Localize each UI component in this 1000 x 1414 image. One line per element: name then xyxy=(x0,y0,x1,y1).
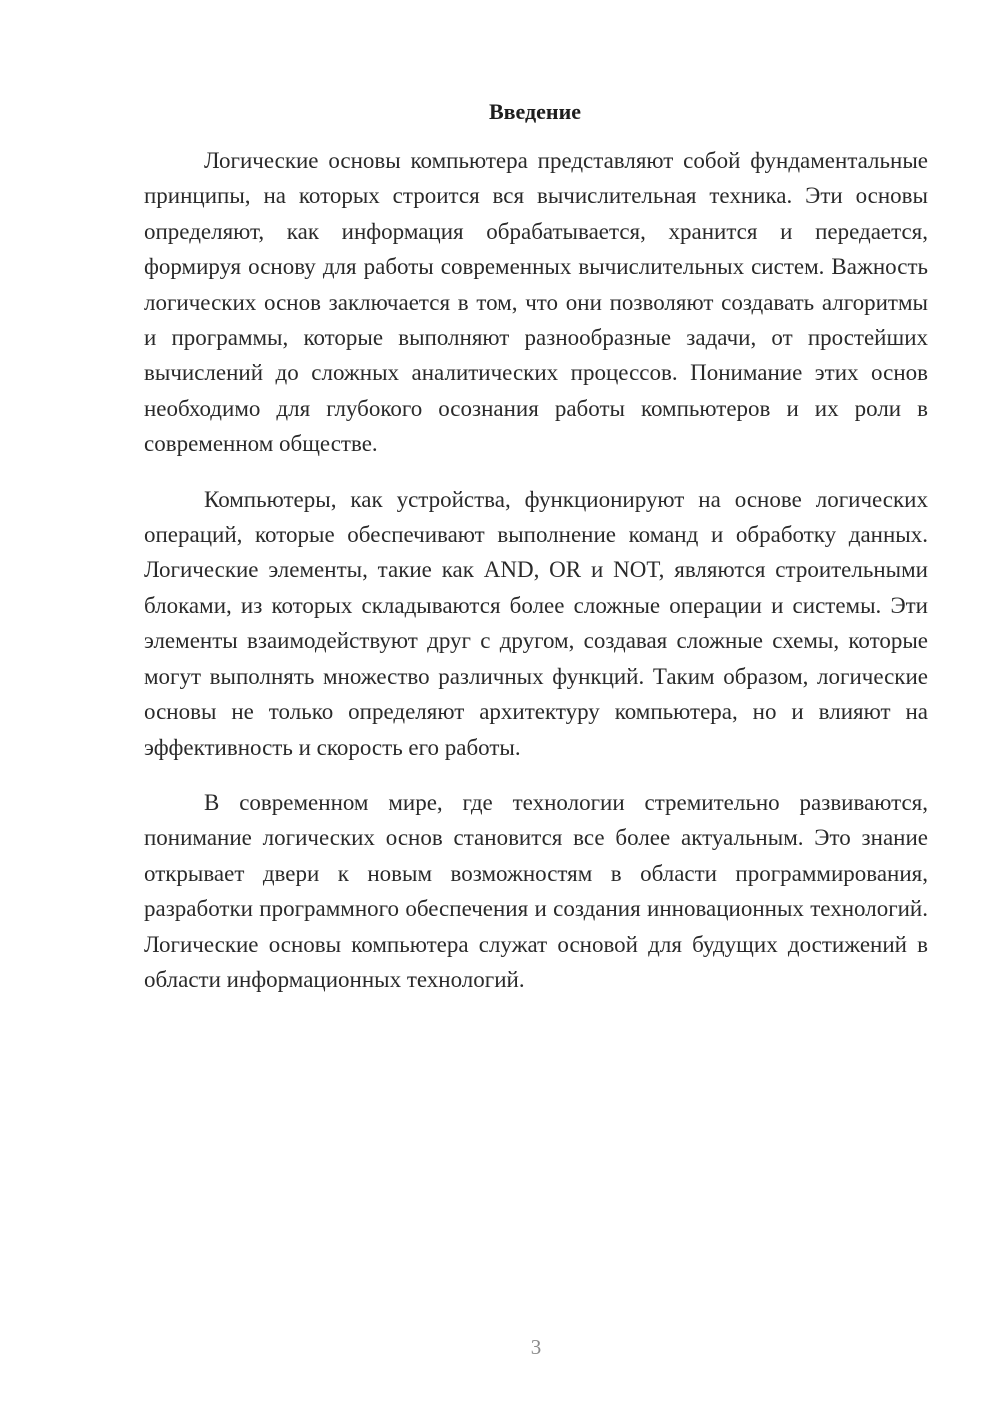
document-body xyxy=(144,143,928,997)
paragraph-1: Логические основы компьютера представляют собой фундаментальные принципы, на которых строится вся вычислительная техника. Эти основы определяют, как информация обрабатывается, хранится и передается, формируя основу для работы современных вычислительных систем. Важность логических основ заключается в том, что они позволяют создавать алгоритмы и программы, которые выполняют разнообразные задачи, от простейших вычислений до сложных аналитических процессов. Понимание этих основ необходимо для глубокого осознания работы компьютеров и их роли в современном обществе. xyxy=(144,148,928,457)
page-number: 3 xyxy=(530,1335,542,1359)
page-title: Введение xyxy=(488,99,582,124)
paragraph-2: Компьютеры, как устройства, функционируют на основе логических операций, которые обеспечивают выполнение команд и обработку данных. Логические элементы, такие как AND, OR и NOT, являются строительными блоками, из которых складываются более сложные операции и системы. Эти элементы взаимодействуют друг с другом, создавая сложные схемы, которые могут выполнять множество различных функций. Таким образом, логические основы не только определяют архитектуру компьютера, но и влияют на эффективность и скорость его работы. xyxy=(144,486,928,760)
paragraph-3: В современном мире, где технологии стремительно развиваются, понимание логических основ становится все более актуальным. Это знание открывает двери к новым возможностям в области программирования, разработки программного обеспечения и создания инновационных технологий. Логические основы компьютера служат основой для будущих достижений в области информационных технологий. xyxy=(144,789,928,992)
